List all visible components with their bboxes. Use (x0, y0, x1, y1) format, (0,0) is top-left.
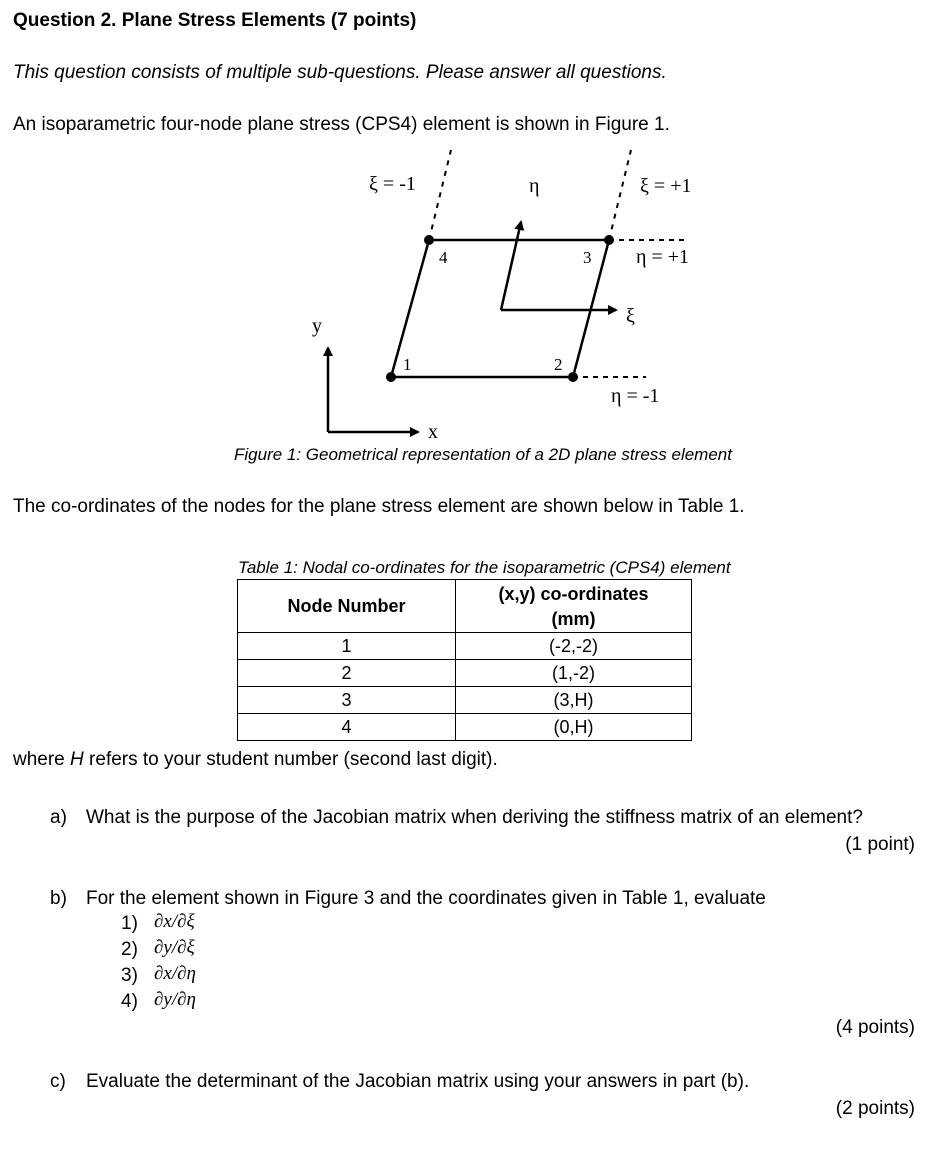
table-row (238, 714, 692, 741)
figure-caption: Figure 1: Geometrical representation of a 2D plane stress element (234, 445, 732, 464)
node-4-label: 4 (439, 248, 448, 267)
node-2-dot (568, 372, 578, 382)
sub-item-4-expression: ∂y/∂η (154, 989, 196, 1010)
eta-axis-arrow (501, 222, 521, 310)
coordinate-cell: (3,H) (456, 687, 692, 714)
eta-plus-label: η = +1 (636, 246, 690, 268)
question-c-points: (2 points) (835, 1098, 915, 1119)
question-a-text: What is the purpose of the Jacobian matrix when deriving the stiffness matrix of an element? (86, 807, 863, 828)
element-figure (0, 140, 950, 440)
intro-element-text: An isoparametric four-node plane stress (CPS4) element is shown in Figure 1. (13, 114, 670, 135)
student-number-note (13, 749, 498, 771)
y-axis-label: y (312, 315, 322, 337)
question-b-points: (4 points) (835, 1017, 915, 1038)
node-2-label: 2 (554, 355, 563, 374)
xi-minus-dashed-line (429, 150, 451, 240)
question-b-text: For the element shown in Figure 3 and the coordinates given in Table 1, evaluate (86, 888, 766, 909)
note-suffix: refers to your student number (second last digit). (83, 749, 498, 770)
header-coordinates-unit: (mm) (551, 609, 596, 629)
question-c-text: Evaluate the determinant of the Jacobian matrix using your answers in part (b). (86, 1071, 750, 1092)
eta-label: η (529, 175, 540, 197)
header-coordinates-line1: (x,y) co-ordinates (498, 584, 649, 604)
question-a-points: (1 point) (845, 834, 915, 855)
node-number-cell: 1 (238, 633, 456, 660)
sub-item-2-expression: ∂y/∂ξ (154, 937, 195, 958)
table-row (238, 660, 692, 687)
eta-minus-label: η = -1 (611, 385, 660, 407)
sub-item-3-number: 3) (121, 965, 138, 986)
node-number-cell: 2 (238, 660, 456, 687)
note-variable: H (70, 749, 84, 770)
question-b-label: b) (50, 888, 67, 909)
table-intro-text: The co-ordinates of the nodes for the plane stress element are shown below in Table 1. (13, 496, 745, 517)
xi-minus-label: ξ = -1 (369, 173, 416, 195)
node-number-cell: 3 (238, 687, 456, 714)
question-a-label: a) (50, 807, 67, 828)
node-3-label: 3 (583, 248, 592, 267)
coordinate-cell: (0,H) (456, 714, 692, 741)
header-coordinates (456, 580, 692, 633)
sub-item-3-expression: ∂x/∂η (154, 963, 196, 984)
sub-item-1-number: 1) (121, 913, 138, 934)
sub-item-4-number: 4) (121, 991, 138, 1012)
table-row (238, 633, 692, 660)
xi-label: ξ (626, 305, 635, 327)
node-1-label: 1 (403, 355, 412, 374)
table-row (238, 687, 692, 714)
question-c-label: c) (50, 1071, 66, 1092)
element-outline (391, 240, 609, 377)
sub-item-2-number: 2) (121, 939, 138, 960)
node-1-dot (386, 372, 396, 382)
xi-plus-label: ξ = +1 (640, 175, 692, 197)
table-caption: Table 1: Nodal co-ordinates for the isoparametric (CPS4) element (238, 558, 731, 577)
question-heading: Question 2. Plane Stress Elements (7 points) (13, 10, 417, 31)
node-4-dot (424, 235, 434, 245)
xi-plus-dashed-line (609, 150, 631, 240)
intro-instruction: This question consists of multiple sub-questions. Please answer all questions. (13, 62, 667, 83)
node-number-cell: 4 (238, 714, 456, 741)
coordinate-cell: (-2,-2) (456, 633, 692, 660)
nodal-coordinates-table (237, 579, 692, 741)
sub-item-1-expression: ∂x/∂ξ (154, 911, 195, 932)
node-3-dot (604, 235, 614, 245)
note-prefix: where (13, 749, 71, 770)
coordinate-cell: (1,-2) (456, 660, 692, 687)
x-axis-label: x (428, 421, 438, 440)
header-node-number: Node Number (238, 580, 456, 633)
table-header-row (238, 580, 692, 633)
